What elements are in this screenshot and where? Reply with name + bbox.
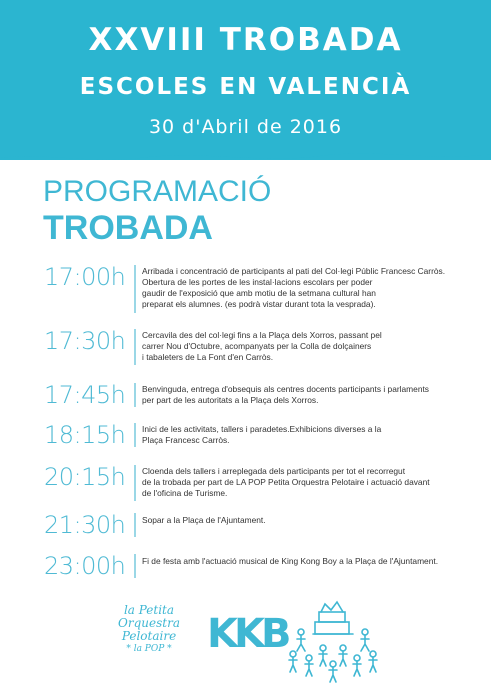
schedule-time: 20:15h xyxy=(44,463,126,491)
schedule-time: 21:30h xyxy=(44,511,126,539)
schedule-description: Fi de festa amb l'actuació musical de King Kong Boy a la Plaça de l'Ajuntament. xyxy=(142,556,439,566)
lapop-logo: la Petita Orquestra Pelotaire * la POP * xyxy=(118,603,180,654)
schedule-divider xyxy=(134,513,136,537)
title-line-2: ESCOLES EN VALENCIÀ xyxy=(79,74,412,100)
dancing-figures-illustration-icon xyxy=(283,598,383,688)
schedule-description: Benvinguda, entrega d'obsequis als centres docents participants i parlaments per part de les autoritats a la Plaça dels Xorros. xyxy=(142,384,429,405)
event-date: 30 d'Abril de 2016 xyxy=(148,116,343,138)
schedule-description: Cercavila des del col·legi fins a la Plaça dels Xorros, passant pel carrer Nou d'Octubre, acompanyats per la Colla de dolçainers i tabaleters de La Font d'en Carròs. xyxy=(142,330,382,362)
schedule-time: 23:00h xyxy=(44,552,126,580)
title-line-1: XXVIII TROBADA xyxy=(88,22,403,58)
schedule-divider xyxy=(134,329,136,365)
schedule-description: Cloenda dels tallers i arreplegada dels participants per tot el recorregut de la trobada per part de LA POP Petita Orquestra Pelotaire i actuació davant de l'oficina de Turisme. xyxy=(142,466,430,498)
schedule-description: Arribada i concentració de participants al pati del Col·legi Públic Francesc Carròs. Obertura de les portes de les instal·lacions escolars per poder gaudir de l'exposició que amb motiu de la setmana cultural han preparat els alumnes. (es podrà vistar durant tota la vesprada). xyxy=(142,266,446,309)
schedule-divider xyxy=(134,554,136,578)
heading-programacio: PROGRAMACIÓ xyxy=(43,175,272,208)
kkb-logo: KKB xyxy=(207,611,288,657)
schedule-divider xyxy=(134,383,136,407)
schedule-divider xyxy=(134,265,136,313)
header-wave xyxy=(0,140,491,164)
schedule-divider xyxy=(134,465,136,501)
schedule-time: 18:15h xyxy=(44,421,126,449)
schedule-description: Sopar a la Plaça de l'Ajuntament. xyxy=(142,515,266,525)
schedule-description: Inici de les activitats, tallers i paradetes.Exhibicions diverses a la Plaça Francesc Carròs. xyxy=(142,424,382,445)
heading-trobada: TROBADA xyxy=(43,209,213,247)
schedule-divider xyxy=(134,423,136,447)
schedule-time: 17:45h xyxy=(44,381,126,409)
schedule-time: 17:30h xyxy=(44,327,126,355)
schedule-time: 17:00h xyxy=(44,263,126,291)
